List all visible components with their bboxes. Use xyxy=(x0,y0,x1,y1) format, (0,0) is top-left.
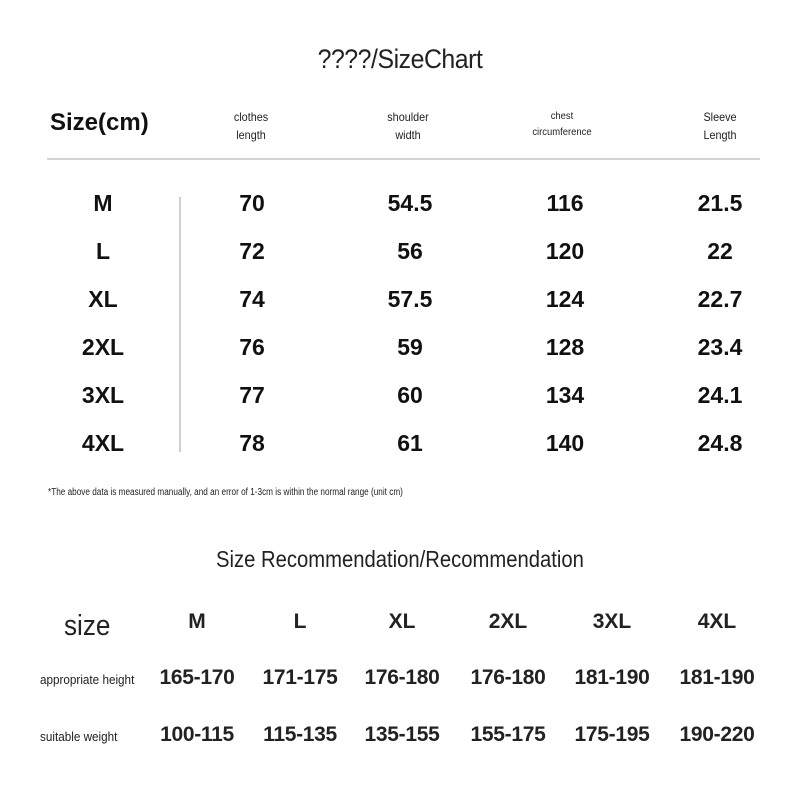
recommendation-size-header: M xyxy=(188,610,206,633)
column-header-clothes-length: clothes length xyxy=(233,110,269,142)
measurement-cell: 24.8 xyxy=(697,430,743,456)
measurement-cell: 116 xyxy=(546,190,584,216)
measurement-cell: 124 xyxy=(545,286,585,312)
measurement-cell: 78 xyxy=(239,430,265,456)
recommendation-size-label: size xyxy=(64,610,111,642)
size-label: 2XL xyxy=(81,334,125,360)
measurement-cell: 23.4 xyxy=(697,334,743,360)
size-label: 4XL xyxy=(81,430,125,456)
measurement-note: *The above data is measured manually, and an error of 1-3cm is within the normal range (unit cm) xyxy=(48,487,403,498)
column-header-sleeve-length: Sleeve Length xyxy=(703,110,737,142)
header-divider xyxy=(47,158,760,160)
size-label: 3XL xyxy=(81,382,125,408)
recommendation-size-header: 4XL xyxy=(697,610,737,633)
recommendation-cell: 181-190 xyxy=(574,666,650,689)
measurement-cell: 22.7 xyxy=(697,286,743,312)
measurement-cell: 77 xyxy=(239,382,265,408)
measurement-cell: 60 xyxy=(397,382,423,408)
recommendation-cell: 190-220 xyxy=(679,723,755,746)
recommendation-size-header: L xyxy=(293,610,307,633)
measurement-cell: 70 xyxy=(239,190,265,216)
recommendation-cell: 175-195 xyxy=(574,723,650,746)
size-label: L xyxy=(95,238,111,264)
measurement-cell: 22 xyxy=(707,238,733,264)
recommendation-row-label: suitable weight xyxy=(40,729,118,744)
measurement-cell: 74 xyxy=(239,286,265,312)
recommendation-cell: 171-175 xyxy=(262,666,338,689)
recommendation-cell: 135-155 xyxy=(364,723,440,746)
recommendation-cell: 115-135 xyxy=(263,723,337,746)
measurement-cell: 56 xyxy=(397,238,423,264)
recommendation-size-header: 2XL xyxy=(488,610,528,633)
measurement-cell: 61 xyxy=(397,430,423,456)
recommendation-cell: 176-180 xyxy=(364,666,440,689)
measurement-cell: 57.5 xyxy=(387,286,433,312)
recommendation-size-header: 3XL xyxy=(592,610,632,633)
size-label: XL xyxy=(88,286,118,312)
measurement-cell: 134 xyxy=(545,382,585,408)
recommendation-cell: 176-180 xyxy=(470,666,546,689)
recommendation-cell: 181-190 xyxy=(679,666,755,689)
recommendation-row-label: appropriate height xyxy=(40,672,135,687)
recommendation-cell: 165-170 xyxy=(159,666,235,689)
measurement-cell: 72 xyxy=(239,238,265,264)
measurement-cell: 120 xyxy=(545,238,585,264)
measurement-cell: 24.1 xyxy=(697,382,743,408)
recommendation-cell: 155-175 xyxy=(470,723,546,746)
measurement-cell: 140 xyxy=(545,430,585,456)
recommendation-cell: 100-115 xyxy=(160,723,234,746)
size-column-divider xyxy=(179,197,181,452)
measurement-cell: 76 xyxy=(239,334,265,360)
recommendation-title: Size Recommendation/Recommendation xyxy=(216,546,584,572)
size-chart-title: ????/SizeChart xyxy=(317,44,483,74)
recommendation-size-header: XL xyxy=(388,610,416,633)
measurement-cell: 54.5 xyxy=(387,190,433,216)
column-header-shoulder-width: shoulder width xyxy=(387,110,429,142)
measurement-cell: 21.5 xyxy=(697,190,743,216)
column-header-chest-circumference: chest circumference xyxy=(532,110,592,138)
measurement-cell: 59 xyxy=(397,334,423,360)
size-label: M xyxy=(93,190,113,216)
measurement-cell: 128 xyxy=(545,334,585,360)
size-header-label: Size(cm) xyxy=(50,109,149,136)
